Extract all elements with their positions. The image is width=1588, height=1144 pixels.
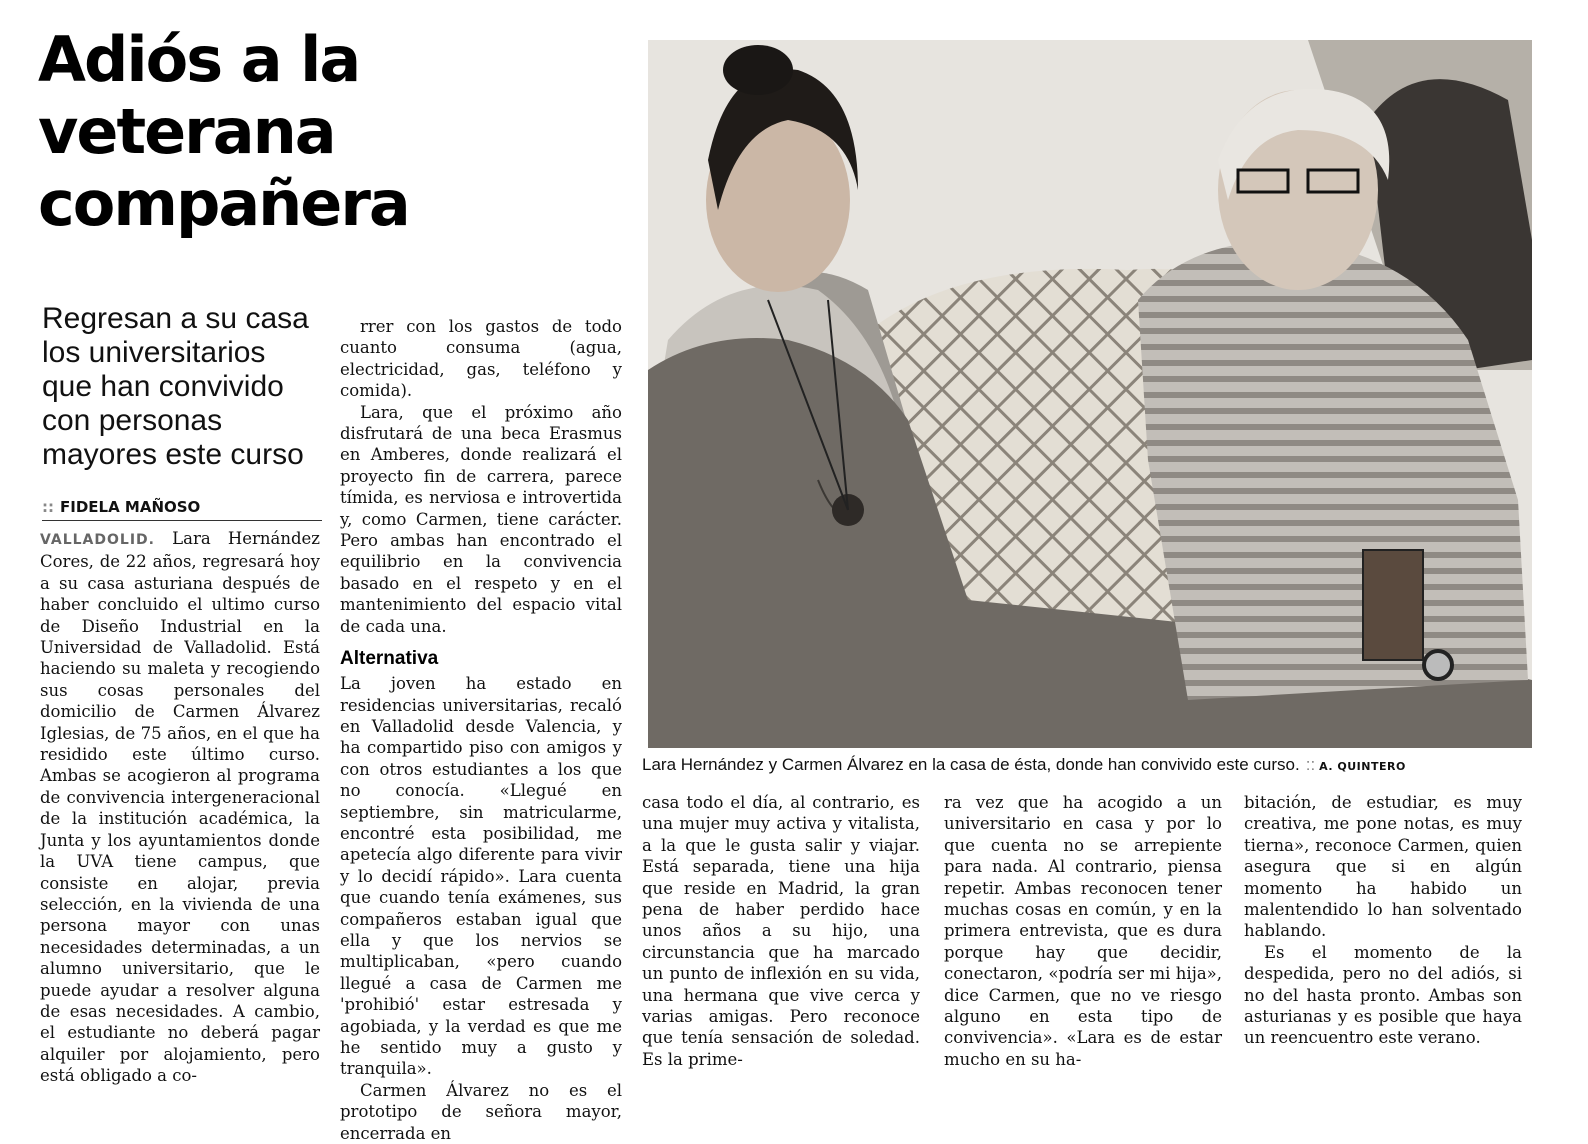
article-photo: [648, 40, 1532, 748]
headline-line: Adiós a la: [38, 23, 360, 96]
subtitle-line: con personas: [42, 404, 223, 437]
caption-text: Lara Hernández y Carmen Álvarez en la casa de ésta, donde han convivido este curso.: [642, 755, 1300, 774]
article-column-4: [944, 792, 1222, 1070]
subtitle-line: Regresan a su casa: [42, 302, 309, 335]
article-column-2: [340, 316, 622, 1144]
paragraph: casa todo el día, al contrario, es una mujer muy activa y vitalista, a la que le gusta salir y viajar. Está separada, tiene una hija que reside en Madrid, la gran pena de haber perdido hace unos años a su hijo, una circunstancia que ha marcado un punto de inflexión en su vida, una hermana que vive cerca y varias amigas. Pero reconoce que tenía sensación de soledad. Es la prime-: [642, 793, 920, 1069]
byline-author: FIDELA MAÑOSO: [60, 498, 201, 516]
paragraph: rrer con los gastos de todo cuanto consuma (agua, electricidad, gas, teléfono y comida).: [340, 317, 622, 401]
article-column-1: [40, 528, 320, 1087]
paragraph: Carmen Álvarez no es el prototipo de señora mayor, encerrada en: [340, 1080, 622, 1143]
photo-image: [648, 40, 1532, 748]
photo-credit: A. QUINTERO: [1319, 760, 1406, 773]
subtitle-line: los universitarios: [42, 336, 266, 369]
paragraph: Lara Hernández Cores, de 22 años, regresará hoy a su casa asturiana después de haber concluido el ultimo curso de Diseño Industrial en la Universidad de Valladolid. Está haciendo su maleta y recogiendo sus cosas personales del domicilio de Carmen Álvarez Iglesias, de 75 años, en el que ha residido este último curso. Ambas se acogieron al programa de convivencia intergeneracional de la institución académica, la Junta y los ayuntamientos donde la UVA tiene campus, que consiste en alojar, previa selección, en la vivienda de una persona mayor con unas necesidades determinadas, a un alumno universitario, que le puede ayudar a resolver alguna de esas necesidades. A cambio, el estudiante no deberá pagar alquiler por alojamiento, pero está obligado a co-: [40, 529, 321, 1086]
subtitle-line: mayores este curso: [42, 438, 304, 471]
article-column-5: [1244, 792, 1522, 1049]
photo-caption: [642, 754, 1542, 778]
byline: [42, 498, 322, 521]
subtitle: [42, 302, 322, 472]
paragraph: ra vez que ha acogido a un universitario en casa y por lo que cuenta no se arrepiente para nada. Al contrario, piensa repetir. Ambas reconocen tener muchas cosas en común, y en la primera entrevista, que es dura porque hay que decidir, conectaron, «podría ser mi hija», dice Carmen, que no ve riesgo alguno en esta tipo de convivencia». «Lara es de estar mucho en su ha-: [944, 793, 1222, 1069]
headline-line: compañera: [38, 167, 409, 240]
section-subhead: Alternativa: [340, 648, 439, 670]
headline-line: veterana: [38, 95, 335, 168]
article-column-3: [642, 792, 920, 1070]
paragraph: bitación, de estudiar, es muy creativa, me pone notas, es muy tierna», reconoce Carmen, quien asegura que si en algún momento ha habido un malentendido lo han solventado hablando.: [1244, 793, 1522, 941]
credit-marker: ::: [1305, 755, 1316, 774]
dateline: VALLADOLID.: [40, 532, 155, 548]
headline: [38, 24, 458, 240]
paragraph: Es el momento de la despedida, pero no del adiós, si no del hasta pronto. Ambas son asturianas y es posible que haya un reencuentro este verano.: [1244, 942, 1522, 1048]
subtitle-line: que han convivido: [42, 370, 284, 403]
paragraph: Lara, que el próximo año disfrutará de una beca Erasmus en Amberes, donde realizará el proyecto fin de carrera, parece tímida, es nerviosa e introvertida y, como Carmen, tiene carácter. Pero ambas han encontrado el equilibrio en la convivencia basado en el respeto y en el mantenimiento del espacio vital de cada una.: [340, 402, 622, 636]
paragraph: La joven ha estado en residencias universitarias, recaló en Valladolid desde Valencia, y ha compartido piso con amigos y con otros estudiantes a los que no conocía. «Llegué en septiembre, sin matricularme, encontré esta posibilidad, me apetecía algo diferente para vivir y lo decidí rápido». Lara cuenta que cuando tenía exámenes, sus compañeros estaban igual que ella y que los nervios se multiplicaban, «pero cuando llegué a casa de Carmen me 'prohibió' estar estresada y agobiada, y la verdad es que me he sentido muy a gusto y tranquila».: [340, 674, 622, 1079]
byline-marker: ::: [42, 498, 54, 516]
